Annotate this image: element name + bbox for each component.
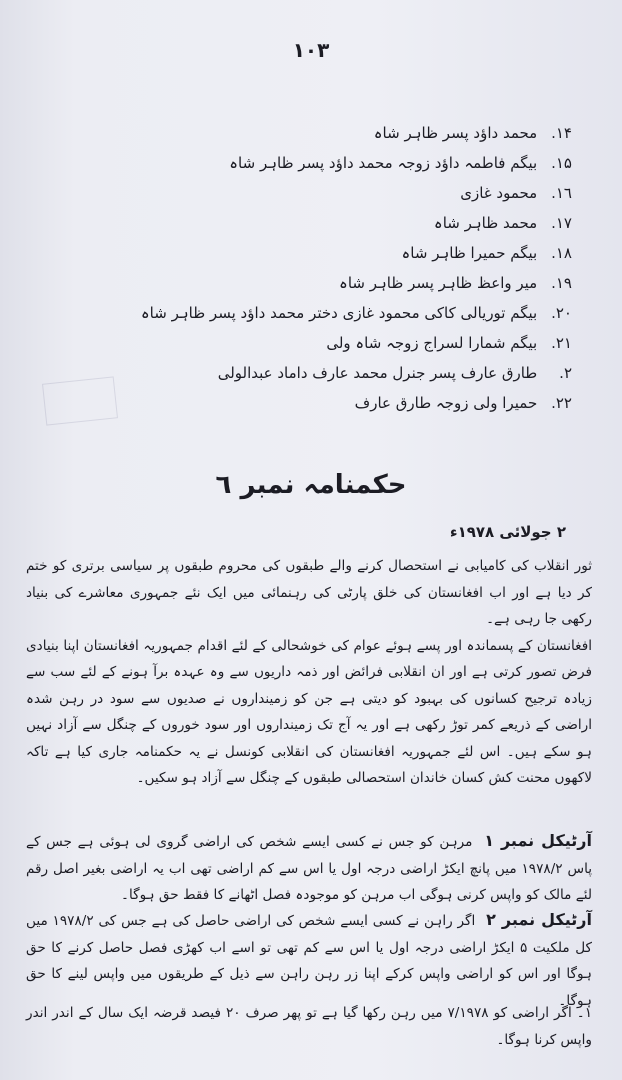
list-item [72, 208, 572, 238]
decree-date: ٢ جولائی ١٩٧٨ء [449, 523, 566, 541]
paragraph: ثور انقلاب کی کامیابی نے استحصال کرنے والے طبقوں کی محروم طبقوں پر سیاسی برتری کو ختم کر دیا ہے اور اب افغانستان کی خلق پارٹی کی رہنمائی میں ایک نئے جمہوری معاشرے کی بنیاد رکھی جا رہی ہے۔ [26, 558, 592, 627]
paragraph: افغانستان کے پسماندہ اور پسے ہوئے عوام کی خوشحالی کے لئے اقدام جمہوریہ افغانستان اپنا بنیادی فرض تصور کرتی ہے اور ان انقلابی فرائض اور ذمہ داریوں سے وہ عہدہ برآ ہونے کے لئے سب سے زیادہ ترجیح کسانوں کی بہبود کو دیتی ہے جن کو زمینداروں نے صدیوں سے سود در رہن شدہ اراضی کے ذریعے کمر توڑ رکھی ہے اور یہ آج تک زمینداروں اور سود خوروں کے چنگل سے آزاد نہیں ہو سکے ہیں۔ اس لئے جمہوریہ افغانستان کی انقلابی کونسل نے یہ حکمنامہ جاری کیا ہے تاکہ لاکھوں محنت کش کسان خاندان استحصالی طبقوں کے چنگل سے آزاد ہو سکیں۔ [26, 637, 592, 786]
item-text: بیگم حمیرا ظاہر شاہ [401, 244, 538, 262]
list-item [72, 148, 572, 178]
item-text: طارق عارف پسر جنرل محمد عارف داماد عبدالولی [217, 364, 538, 382]
item-text: محمد داؤد پسر ظاہر شاہ [373, 124, 538, 142]
item-number: ٢١. [551, 334, 572, 352]
item-number: ١٩. [551, 274, 572, 292]
list-item [72, 238, 572, 268]
item-text: بیگم شمارا لسراج زوجہ شاہ ولی [326, 334, 538, 352]
article-1 [26, 828, 592, 909]
item-number: ١٨. [551, 244, 572, 262]
names-list [72, 118, 572, 418]
list-item [72, 388, 572, 418]
section-heading: حکمنامہ نمبر ٦ [215, 470, 407, 500]
article-text: مرہن کو جس نے کسی ایسے شخص کی اراضی گروی لی ہوئی ہے جس کے پاس ١٩٧٨/٢ میں پانچ ایکڑ اراضی درجہ اول یا اس سے کم اراضی تھی اب یہ اراضی بغیر اصل رقم لئے مالک کو واپس کرنی ہوگی اب مرہن کو موجودہ فصل اٹھانے کا فقط حق ہوگا۔ [26, 834, 593, 903]
item-number: ٢٠. [551, 304, 572, 322]
item-text: محمد ظاہر شاہ [433, 214, 538, 232]
article-text: اگر راہن نے کسی ایسے شخص کی اراضی حاصل کی ہے جس کی ١٩٧٨/٢ میں کل ملکیت ۵ ایکڑ اراضی درجہ اول یا اس سے کم تھی تو اسے اب کھڑی فصل حاصل کرنے کا حق ہوگا اور اس کو اراضی واپس کرکے اپنا زر رہن راہن سے ذیل کے طریقوں میں واپس لینے کا حق ہوگا۔ [26, 913, 592, 1009]
item-number: ١۵. [551, 154, 572, 172]
article-label: آرٹیکل نمبر ٢ [486, 910, 592, 929]
decree-body [26, 553, 592, 792]
item-number: ٢٢. [551, 394, 572, 412]
list-item [72, 118, 572, 148]
list-item [72, 268, 572, 298]
item-number: ١٧. [551, 214, 572, 232]
item-text: میر واعظ ظاہر پسر ظاہر شاہ [339, 274, 538, 292]
item-number: ١۴. [551, 124, 572, 142]
item-text: بیگم توریالی کاکی محمود غازی دختر محمد داؤد پسر ظاہر شاہ [140, 304, 538, 322]
item-text: بیگم فاطمہ داؤد زوجہ محمد داؤد پسر ظاہر شاہ [229, 154, 538, 172]
list-item [72, 328, 572, 358]
article-2 [26, 907, 592, 1014]
clause-1: ١۔ اگر اراضی کو ٧/١٩٧٨ میں رہن رکھا گیا ہے تو پھر صرف ٢٠ فیصد قرضہ ایک سال کے اندر اندر واپس کرنا ہوگا۔ [26, 1005, 592, 1048]
item-text: حمیرا ولی زوجہ طارق عارف [354, 394, 538, 412]
item-number: ٢. [559, 364, 572, 382]
list-item [72, 298, 572, 328]
item-number: ١٦. [551, 184, 572, 202]
item-text: محمود غازی [460, 184, 538, 202]
list-item [72, 178, 572, 208]
article-label: آرٹیکل نمبر ١ [484, 831, 592, 850]
list-item [72, 358, 572, 388]
page-number: ١٠٣ [292, 38, 330, 62]
